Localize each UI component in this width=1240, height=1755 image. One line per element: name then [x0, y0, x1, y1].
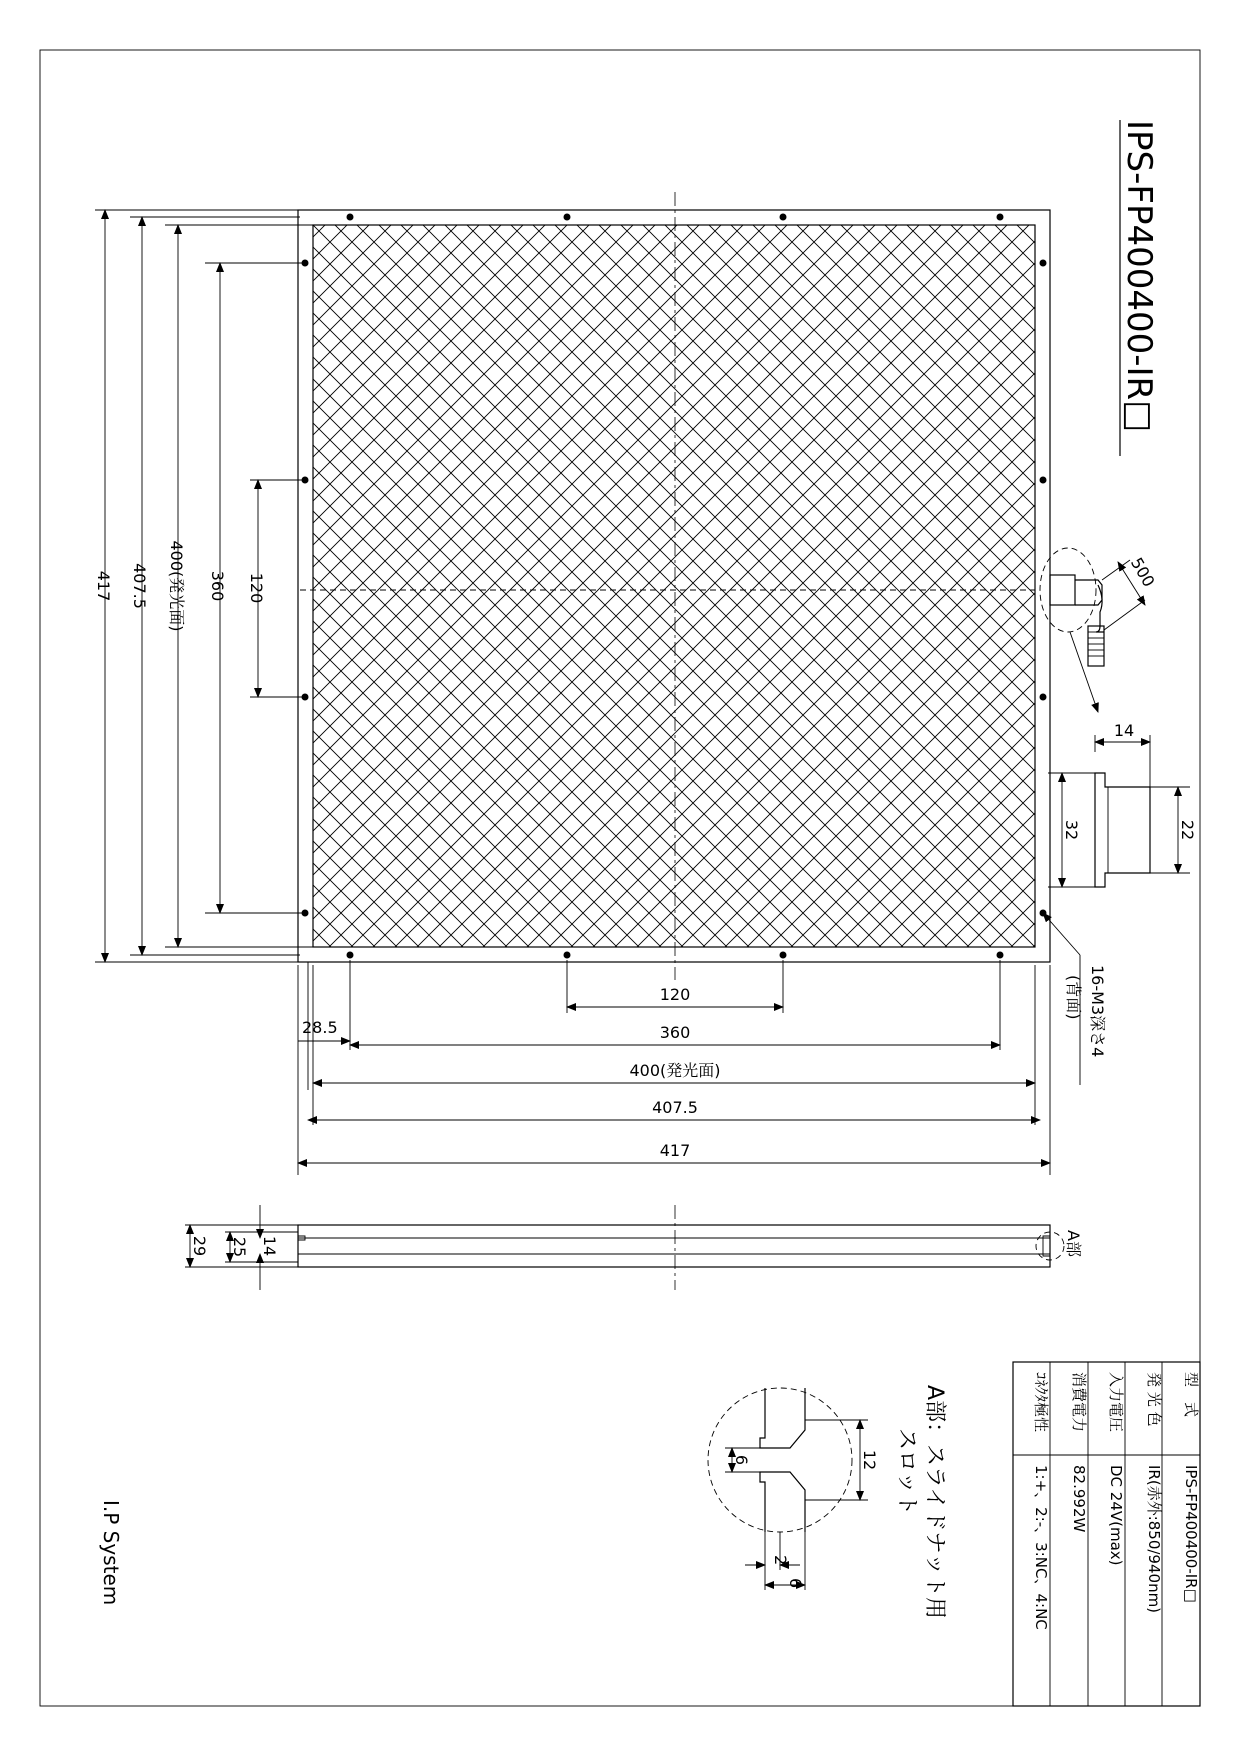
dim-side-29: 29 — [190, 1235, 209, 1257]
dim-emitting-height: 400(発光面) — [167, 540, 186, 632]
connector — [1040, 548, 1159, 712]
screw-hole-spec: 16-M3深さ4 — [1088, 965, 1107, 1058]
spec-label-3: 消費電力 — [1070, 1372, 1088, 1433]
title-group — [1119, 120, 1159, 456]
spec-value-4: 1:+、2:-、3:NC、4:NC — [1032, 1465, 1050, 1630]
spec-value-0: IPS-FP400400-IR□ — [1182, 1465, 1200, 1603]
spec-label-0: 型 式 — [1182, 1372, 1200, 1418]
dim-emitting-width: 400(発光面) — [629, 1061, 721, 1080]
dim-slot-bottom-2: 2 — [771, 1555, 790, 1566]
dim-connector-width: 14 — [1113, 721, 1135, 740]
dim-cable-length: 500 — [1126, 554, 1159, 591]
dim-connector-body: 32 — [1062, 819, 1081, 841]
dim-total-width: 417 — [659, 1141, 691, 1160]
dim-side-14: 14 — [260, 1235, 279, 1257]
part-a-description-2: スロット — [894, 1428, 919, 1516]
vertical-dimensions — [94, 210, 313, 962]
front-view — [298, 192, 1050, 980]
dim-frame-width: 407.5 — [652, 1098, 698, 1117]
spec-value-3: 82.992W — [1070, 1465, 1088, 1533]
dim-offset: 28.5 — [302, 1018, 338, 1037]
screw-hole-back: (背面) — [1064, 975, 1083, 1020]
dim-holes-inner-height: 120 — [247, 572, 266, 604]
dim-side-25: 25 — [230, 1236, 249, 1258]
dim-frame-height: 407.5 — [130, 563, 149, 609]
dim-connector-neck: 22 — [1178, 819, 1197, 841]
spec-label-1: 発 光 色 — [1145, 1372, 1163, 1427]
part-a-description: A部：スライドナット用 — [922, 1385, 947, 1619]
company-name: I.P System — [99, 1500, 123, 1606]
dim-total-height: 417 — [94, 570, 113, 602]
dim-slot-bottom-6: 6 — [786, 1578, 805, 1589]
spec-label-2: 入力電圧 — [1107, 1372, 1125, 1433]
product-title: IPS-FP400400-IR□ — [1119, 120, 1159, 433]
screw-hole-note — [1043, 913, 1107, 1085]
dim-holes-outer-height: 360 — [208, 570, 227, 602]
connector-detail — [1048, 721, 1197, 887]
part-a-detail — [708, 1385, 947, 1619]
emitting-area — [313, 225, 1035, 947]
horizontal-dimensions — [298, 960, 1050, 1175]
side-view — [185, 1205, 1083, 1290]
dim-holes-inner-width: 120 — [659, 985, 691, 1004]
part-a-label: A部 — [1064, 1230, 1083, 1257]
spec-table — [1013, 1362, 1200, 1706]
dim-slot-neck: 6 — [732, 1454, 751, 1466]
spec-label-4: ｺﾈｸﾀ極性 — [1032, 1372, 1050, 1433]
dim-slot-height: 12 — [860, 1449, 879, 1471]
spec-value-1: IR(赤外:850/940nm) — [1145, 1465, 1163, 1614]
dim-holes-outer-width: 360 — [659, 1023, 691, 1042]
spec-value-2: DC 24V(max) — [1107, 1465, 1125, 1566]
